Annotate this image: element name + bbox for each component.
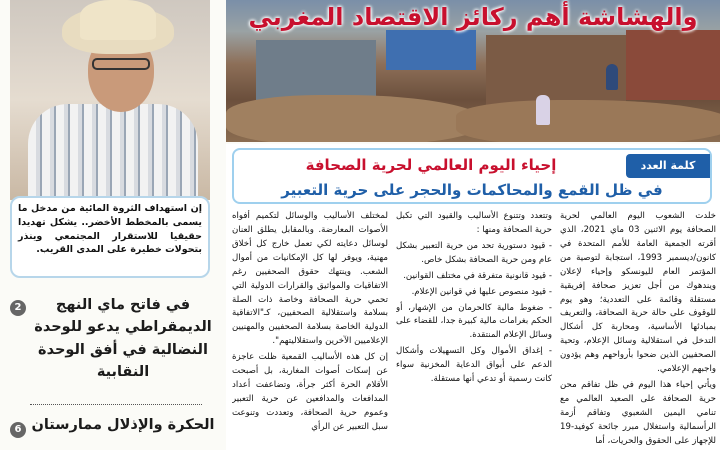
article-columns bbox=[232, 210, 716, 450]
banner-photo bbox=[226, 0, 720, 142]
paragraph: - قيود منصوص عليها في قوانين الإعلام. bbox=[411, 286, 552, 297]
banner-headline: والهشاشة أهم ركائز الاقتصاد المغربي bbox=[248, 3, 698, 31]
paragraph: وتتعدد وتتنوع الأساليب والقيود التي تكبل حرية الصحافة ومنها : bbox=[396, 211, 552, 235]
paragraph: - قيود دستورية تحد من حرية التعبير بشكل عام ومن حرية الصحافة بشكل خاص. bbox=[396, 240, 552, 265]
paragraph: إن كل هذه الأساليب القمعية ظلت عاجزة عن إسكات أصوات المغاربة، بل أصبحت الأقلام الحرة أكثر جرأة، وتضاعفت أعداد المدافعات والمدافعين عن حرية التعبير وعموم حرية الصحافة، وتعددت وتنوعت سبل التعبير عن الرأي bbox=[232, 352, 388, 432]
page-number-badge: 2 bbox=[10, 300, 26, 316]
article-column-1 bbox=[560, 210, 716, 450]
story-headline: الحكرة والإذلال ممارستان bbox=[31, 417, 215, 433]
quote-box bbox=[10, 196, 210, 278]
article-column-2 bbox=[396, 210, 552, 450]
debris-shape bbox=[226, 95, 486, 142]
left-column bbox=[0, 0, 224, 450]
story-headline: في فاتح ماي النهج الديمقراطي يدعو للوحدة النضالية في أفق الوحدة النقابية bbox=[34, 297, 212, 381]
paragraph: ويأتي إحياء هذا اليوم في ظل تفاقم محن حرية الصحافة على الصعيد العالمي مع تنامي اليمين الشعبوي وتفاقم أزمة الرأسمالية واستغلال مبرر جائحة كوفيد-19 للإجهاز على الحقوق والحريات، أما bbox=[560, 380, 716, 446]
article-column-3 bbox=[232, 210, 388, 450]
portrait-photo bbox=[10, 0, 210, 200]
quote-text: إن استهداف الثروة المائية من مدخل ما يسمى بالمخطط الأخضر.. يشكل تهديدا حقيقيا للاستقرار المجتمعي وينذر بتحولات خطيرة على المدى القريب. bbox=[18, 203, 202, 256]
paragraph: خلدت الشعوب اليوم العالمي لحرية الصحافة يوم الاثنين 03 ماي 2021، الذي أقرته الجمعية العامة للأمم المتحدة في كانون/ديسمبر 1993، استجابة لتوصية من المؤتمر العام لليونسكو وإحياء لإعلان ويندهوك من أجل تعزيز صحافة إفريقية مستقلة وقائمة على التعددية؛ وهو يوم للوقوف على حالة حرية الصحافة، والتعريف بمبادئها الأساسية، ومحاربة كل أشكال التدخل في استقلالية وسائل الإعلام، وتحية الصحفيين الذين ضحوا بأرواحهم وهم يؤدون واجبهم الإعلامي. bbox=[560, 211, 716, 375]
editorial-header bbox=[232, 148, 712, 204]
page-number-badge: 6 bbox=[10, 422, 26, 438]
shirt-shape bbox=[28, 104, 198, 200]
story-teaser[interactable] bbox=[0, 294, 222, 384]
paragraph: لمختلف الأساليب والوسائل لتكميم أفواه الأصوات المعارضة. وبالمقابل يطلق العنان لوسائل دعايته لكي تعمل خارج كل أخلاق مهنية، ويوفر لها كل الإمكانيات من أموال الشعب. وينتهك حقوق الصحفيين رغم الاتفاقيات والمواثيق والقرارات الدولية التي تحمي حرية الصحافة وخاصة ذات الصلة بسلامة واستقلالية الصحفيين، كـ"الاتفاقية الدولية الخاصة بسلامة الصحفيين والمهنيين الإعلاميين الآخرين واستقلاليتهم". bbox=[232, 211, 388, 347]
paragraph: - إغداق الأموال وكل التسهيلات وأشكال الدعم على أبواق الدعاية المخزنية سواء كانت رسمية أو تدعي أنها مستقلة. bbox=[396, 346, 552, 385]
paragraph: - قيود قانونية متفرقة في مختلف القوانين. bbox=[403, 270, 552, 281]
debris-shape bbox=[456, 100, 720, 142]
glasses-shape bbox=[92, 58, 150, 70]
divider bbox=[30, 404, 202, 405]
paragraph: - ضغوط مالية كالحرمان من الإشهار، أو الحكم بغرامات مالية كبيرة جدا، للقضاء على وسائل الإعلام المنتقدة. bbox=[396, 302, 552, 341]
child-figure bbox=[536, 95, 550, 125]
shack-shape bbox=[626, 30, 720, 100]
hat-crown-shape bbox=[80, 0, 156, 40]
editorial-headline-line2: في ظل القمع والمحاكمات والحجر على حرية التعبير bbox=[281, 181, 663, 199]
tarp-shape bbox=[386, 30, 476, 70]
child-figure bbox=[606, 64, 618, 90]
section-tag: كلمة العدد bbox=[626, 154, 710, 178]
editorial-headline-line1: إحياء اليوم العالمي لحرية الصحافة bbox=[305, 156, 557, 174]
editorial-article bbox=[226, 144, 720, 450]
story-teaser[interactable] bbox=[0, 414, 222, 436]
